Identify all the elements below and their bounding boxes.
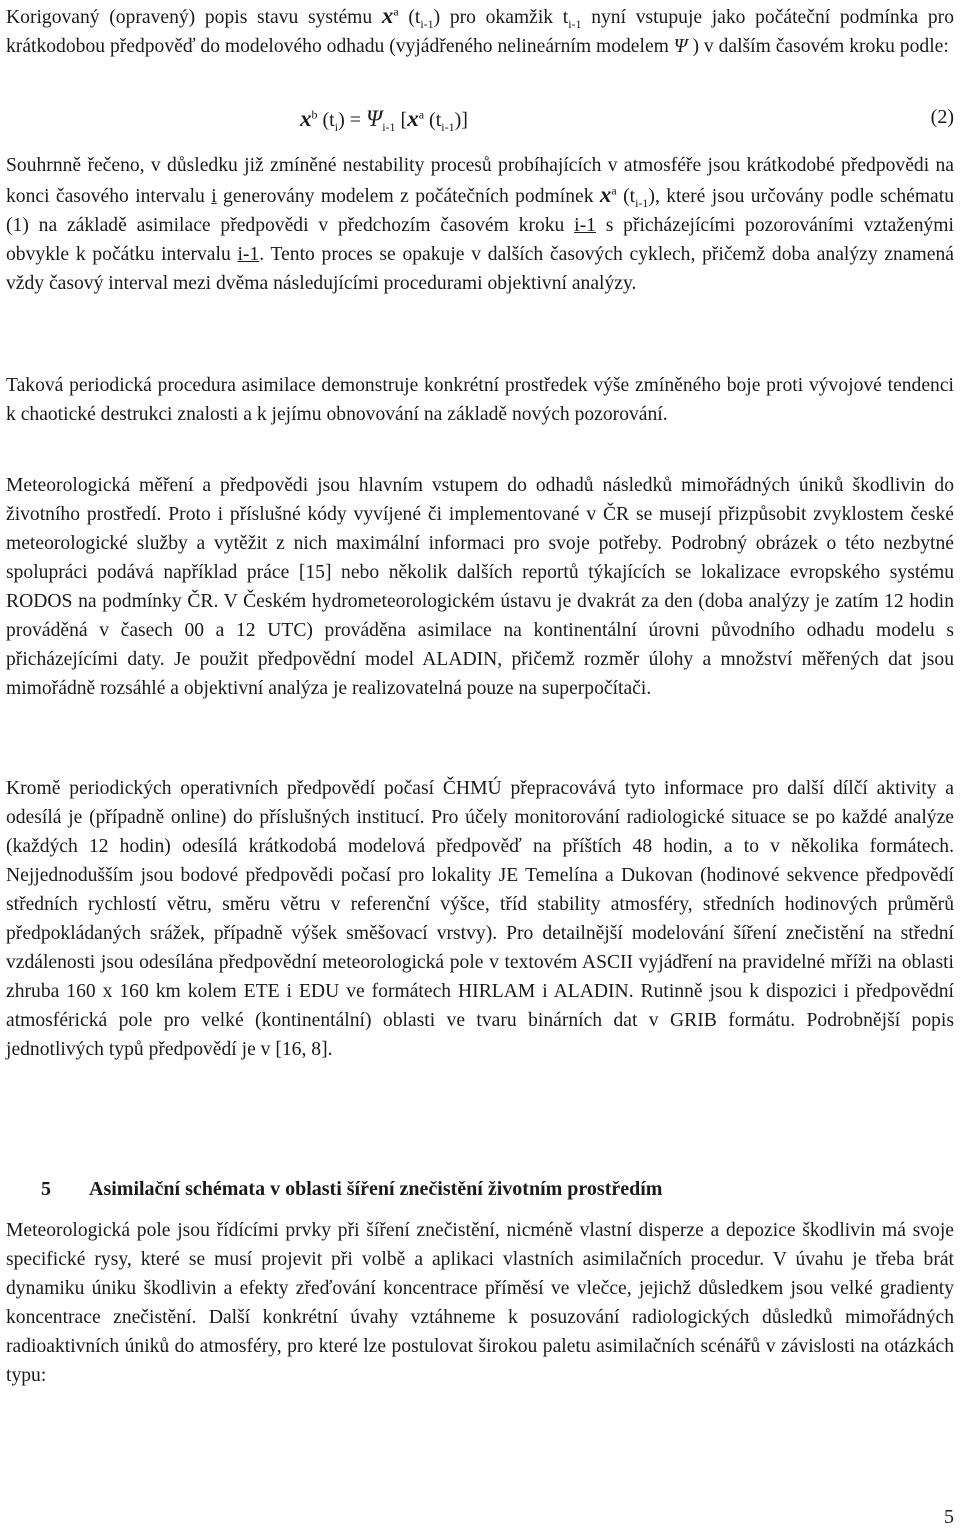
section-title: Asimilační schémata v oblasti šíření znečistění životním prostředím <box>89 1178 663 1200</box>
superscript-b: b <box>311 107 318 122</box>
text: ) v dalším časovém kroku podle: <box>687 36 949 57</box>
equation-expression <box>300 106 468 132</box>
paragraph-forecasts: Kromě periodických operativních předpovědí počasí ČHMÚ přepracovává tyto informace pro další dílčí aktivity a odesílá je (případně online) do příslušných institucí. Pro účely monitorování radiologické situace se po každé analýze (každých 12 hodin) odesílá krátkodobá modelová předpověď na příštích 48 hodin, a to v několika formátech. Nejjednodušším jsou bodové předpovědi počasí pro lokality JE Temelína a Dukovan (hodinové sekvence předpovědí středních rychlostí větru, směru větru v referenční výšce, tříd stability atmosféry, středních hodinových průměrů předpokládaných srážek, případně výšek směšovací vrstvy). Pro detailnější modelování šíření znečistění na střední vzdálenosti jsou odesílána předpovědní meteorologická pole v textovém ASCII vyjádření na pravidelné mříži na oblasti zhruba 160 x 160 km kolem ETE i EDU ve formátech HIRLAM i ALADIN. Rutinně jsou k dispozici i předpovědní atmosférická pole pro velké (kontinentální) oblasti ve tvaru binárních dat v GRIB formátu. Podrobnější popis jednotlivých typů předpovědí je v [16, 8]. <box>6 778 954 1060</box>
text: ) pro okamžik t <box>433 7 569 28</box>
page-number: 5 <box>944 1506 954 1528</box>
text: ) = <box>338 109 367 131</box>
subscript: i <box>334 120 339 134</box>
text: Souhrnně řečeno, v důsledku již zmíněné nestability procesů probíhajících v atmosféře jsou krátkodobé předpovědi na konci časového intervalu <box>6 155 954 207</box>
text: )] <box>454 109 468 131</box>
text: (t <box>398 7 421 28</box>
subscript: i-1 <box>441 120 455 134</box>
paragraph-procedure: Taková periodická procedura asimilace demonstruje konkrétní prostředek výše zmíněného boje proti vývojové tendenci k chaotické destrukci znalosti a k jejímu obnovování na základě nových pozorování. <box>6 375 954 425</box>
text: generovány modelem z počátečních podmínek <box>216 186 600 207</box>
math-symbol-psi: Ψ <box>673 36 688 57</box>
section-heading <box>41 1178 662 1201</box>
equation-number: (2) <box>930 106 954 128</box>
section-number: 5 <box>41 1178 51 1200</box>
text: nyní vstupuje jako počáteční podmínka pro krátkodobou předpověď do modelového odhadu (vyjádřeného nelineárním modelem <box>6 7 954 57</box>
text: (t <box>317 109 335 131</box>
text: s přicházejícími pozorováními vztaženými obvykle k počátku intervalu <box>6 215 954 265</box>
paragraph-summary <box>6 151 954 298</box>
superscript-a: a <box>611 183 617 198</box>
subscript: i-1 <box>382 120 396 134</box>
text: (t <box>424 109 442 131</box>
math-symbol-x: x <box>407 106 419 131</box>
equation-2 <box>6 106 954 136</box>
subscript: i-1 <box>635 195 649 210</box>
paragraph-intro <box>6 1 954 61</box>
superscript-a: a <box>418 107 425 122</box>
subscript: i-1 <box>420 16 434 31</box>
math-symbol-x: x <box>381 3 394 28</box>
paragraph-assimilation: Meteorologická pole jsou řídícími prvky při šíření znečistění, nicméně vlastní disperze a depozice škodlivin má svoje specifické rysy, které se musí projevit při volbě a aplikaci vlastních asimilačních procedur. V úvahu je třeba brát dynamiku úniku škodlivin a efekty zřeďování koncentrace příměsí ve vlečce, jejichž důsledkem jsou velké gradienty koncentrace znečistění. Další konkrétní úvahy vztáhneme k posuzování radiologických důsledků mimořádných radioaktivních úniků do atmosféry, pro které lze postulovat širokou paletu asimilačních scénářů v závislosti na otázkách typu: <box>6 1220 954 1386</box>
underlined-index: i-1 <box>574 215 596 236</box>
text: ), které jsou určovány podle schématu (1) na základě asimilace předpovědi v předchozím časovém kroku <box>6 186 954 236</box>
subscript: i-1 <box>568 16 582 31</box>
text: . Tento proces se opakuje v dalších časových cyklech, přičemž doba analýzy znamená vždy časový interval mezi dvěma následujícími procedurami objektivní analýzy. <box>6 244 954 294</box>
math-symbol-psi: Ψ <box>366 106 383 131</box>
math-symbol-x: x <box>599 182 612 207</box>
text: Korigovaný (opravený) popis stavu systému <box>6 7 382 28</box>
superscript-a: a <box>393 4 399 19</box>
math-symbol-x: x <box>300 106 312 131</box>
text: (t <box>616 186 636 207</box>
paragraph-measurements: Meteorologická měření a předpovědi jsou hlavním vstupem do odhadů následků mimořádných úniků škodlivin do životního prostředí. Proto i příslušné kódy vyvíjené či implementované v ČR se musejí přizpůsobit zvyklostem české meteorologické služby a vytěžit z nich maximální informaci pro svoje potřeby. Podrobný obrázek o této nezbytné spolupráci podává například práce [15] nebo několik dalších reportů týkajících se lokalizace evropského systému RODOS na podmínky ČR. V Českém hydrometeorologickém ústavu je dvakrát za den (doba analýzy je zatím 12 hodin prováděná v časech 00 a 12 UTC) prováděna asimilace na kontinentální úrovni původního odhadu modelu s přicházejícími daty. Je použit předpovědní model ALADIN, přičemž rozměr úlohy a množství měřených dat jsou mimořádně rozsáhlé a objektivní analýza je realizovatelná pouze na superpočítači. <box>6 475 954 699</box>
underlined-index: i <box>211 186 217 207</box>
text: [ <box>395 109 408 131</box>
underlined-index: i-1 <box>237 244 260 265</box>
